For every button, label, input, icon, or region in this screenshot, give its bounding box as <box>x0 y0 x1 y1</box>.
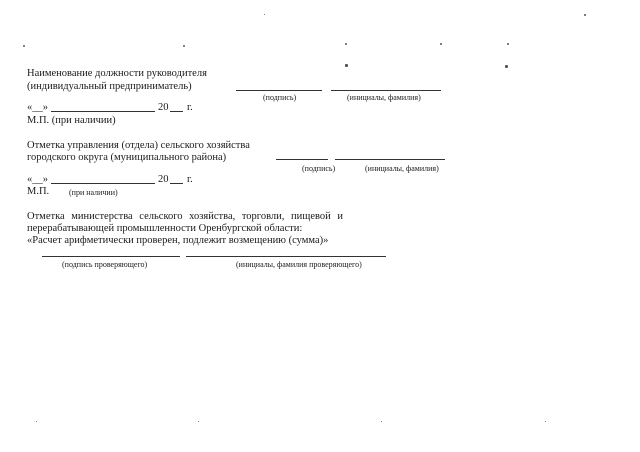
scan-speck <box>505 65 508 68</box>
stamp-label-1: М.П. (при наличии) <box>27 115 116 126</box>
manager-name-caption: (инициалы, фамилия) <box>347 93 421 102</box>
manager-signature-caption: (подпись) <box>263 93 297 102</box>
department-name-caption: (инициалы, фамилия) <box>365 164 439 173</box>
manager-signature-line[interactable] <box>236 90 322 91</box>
year-prefix-2: 20 <box>158 174 169 185</box>
date-month-line-1[interactable] <box>51 111 155 112</box>
scan-speck <box>584 14 586 16</box>
scan-speck <box>507 43 509 45</box>
verifier-signature-line[interactable] <box>42 256 180 257</box>
scan-speck <box>264 14 265 15</box>
scan-speck <box>23 45 25 47</box>
ministry-name-label: перерабатывающей промышленности Оренбургской области: <box>27 223 303 234</box>
ministry-mark-label: Отметка министерства сельского хозяйства, торговли, пищевой и <box>27 211 344 222</box>
entrepreneur-label: (индивидуальный предприниматель) <box>27 81 192 92</box>
year-line-2[interactable] <box>170 183 183 184</box>
scan-speck <box>345 43 347 45</box>
verifier-name-caption: (инициалы, фамилия проверяющего) <box>236 260 362 269</box>
scan-speck <box>440 43 442 45</box>
date-open-2: «__» <box>27 174 48 185</box>
date-month-line-2[interactable] <box>51 183 155 184</box>
department-mark-label: Отметка управления (отдела) сельского хозяйства <box>27 140 250 151</box>
year-suffix-2: г. <box>187 174 193 185</box>
scan-speck <box>381 421 382 422</box>
scan-speck <box>198 421 199 422</box>
manager-name-line[interactable] <box>331 90 441 91</box>
verifier-name-line[interactable] <box>186 256 386 257</box>
verifier-signature-caption: (подпись проверяющего) <box>62 260 148 269</box>
scan-speck <box>36 421 37 422</box>
stamp-note-2: (при наличии) <box>69 188 118 197</box>
year-suffix-1: г. <box>187 102 193 113</box>
scan-speck <box>183 45 185 47</box>
year-prefix-1: 20 <box>158 102 169 113</box>
department-signature-caption: (подпись) <box>302 164 336 173</box>
verification-statement: «Расчет арифметически проверен, подлежит возмещению (сумма)» <box>27 235 329 246</box>
manager-position-label: Наименование должности руководителя <box>27 68 207 79</box>
year-line-1[interactable] <box>170 111 183 112</box>
date-open-1: «__» <box>27 102 48 113</box>
district-label: городского округа (муниципального района) <box>27 152 227 163</box>
scan-speck <box>545 421 546 422</box>
department-signature-line[interactable] <box>276 159 328 160</box>
stamp-label-2: М.П. <box>27 186 50 197</box>
department-name-line[interactable] <box>335 159 445 160</box>
scan-speck <box>345 64 348 67</box>
